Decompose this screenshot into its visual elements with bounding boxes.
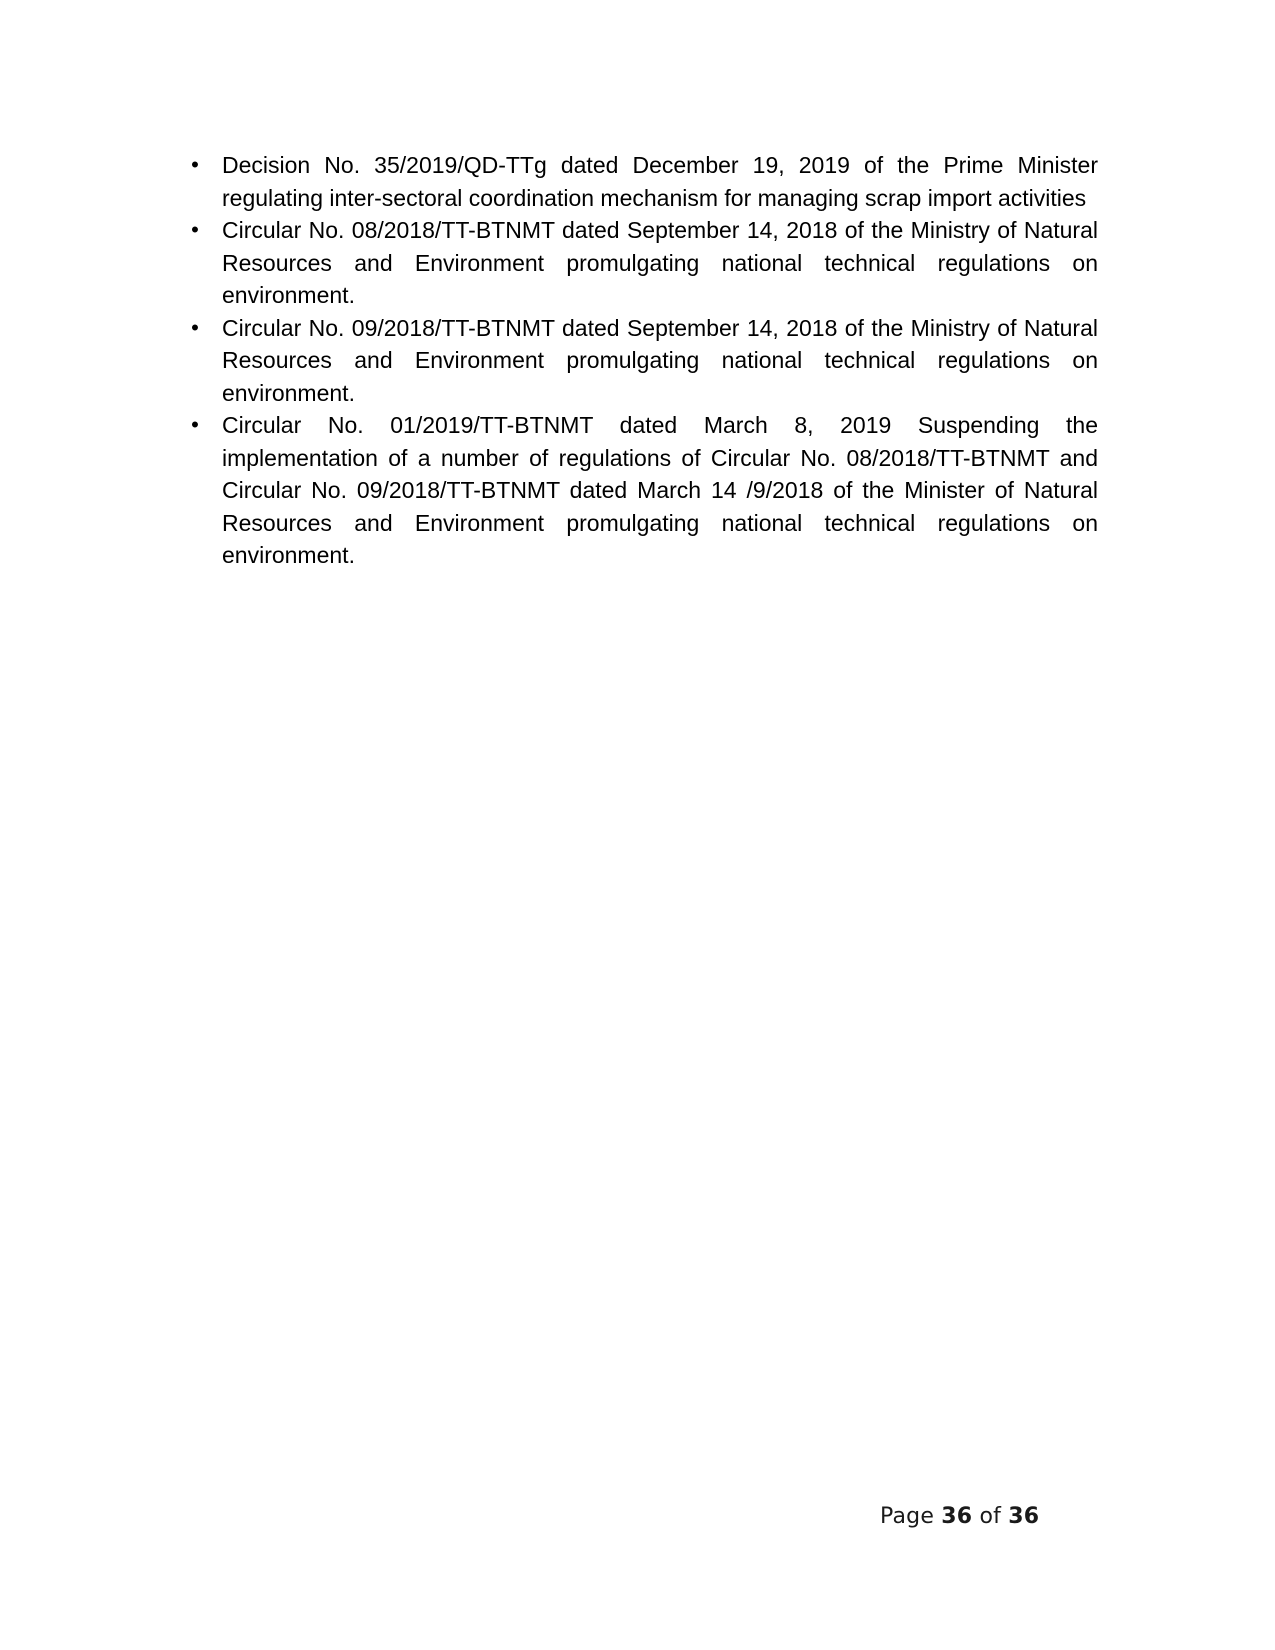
list-item-text: Circular No. 01/2019/TT-BTNMT dated March 8, 2019 Suspending the implementation of a number of regulations of Circular No. 08/2018/TT-BTNMT and Circular No. 09/2018/TT-BTNMT dated March 14 /9/2018 of the Minister of Natural Resources and Environment promulgating national technical regulations on environment. xyxy=(222,412,1098,568)
list-item xyxy=(188,312,1098,410)
list-item xyxy=(188,214,1098,312)
list-item-text: Circular No. 09/2018/TT-BTNMT dated September 14, 2018 of the Ministry of Natural Resources and Environment promulgating national technical regulations on environment. xyxy=(222,314,1098,406)
of-label: of xyxy=(979,1504,1002,1529)
list-item-text: Decision No. 35/2019/QD-TTg dated December 19, 2019 of the Prime Minister regulating inter-sectoral coordination mechanism for managing scrap import activities xyxy=(222,152,1098,211)
bullet-icon: • xyxy=(191,412,199,437)
current-page-number: 36 xyxy=(941,1504,973,1529)
total-pages-number: 36 xyxy=(1008,1504,1040,1529)
bullet-icon: • xyxy=(191,217,199,242)
list-item xyxy=(188,409,1098,572)
page-number-footer xyxy=(880,1504,1039,1529)
list-item-text: Circular No. 08/2018/TT-BTNMT dated September 14, 2018 of the Ministry of Natural Resources and Environment promulgating national technical regulations on environment. xyxy=(222,217,1098,308)
bullet-icon: • xyxy=(191,152,199,177)
regulation-list xyxy=(188,149,1098,572)
list-item xyxy=(188,149,1098,214)
page-label: Page xyxy=(880,1504,935,1529)
bullet-icon: • xyxy=(191,314,199,340)
